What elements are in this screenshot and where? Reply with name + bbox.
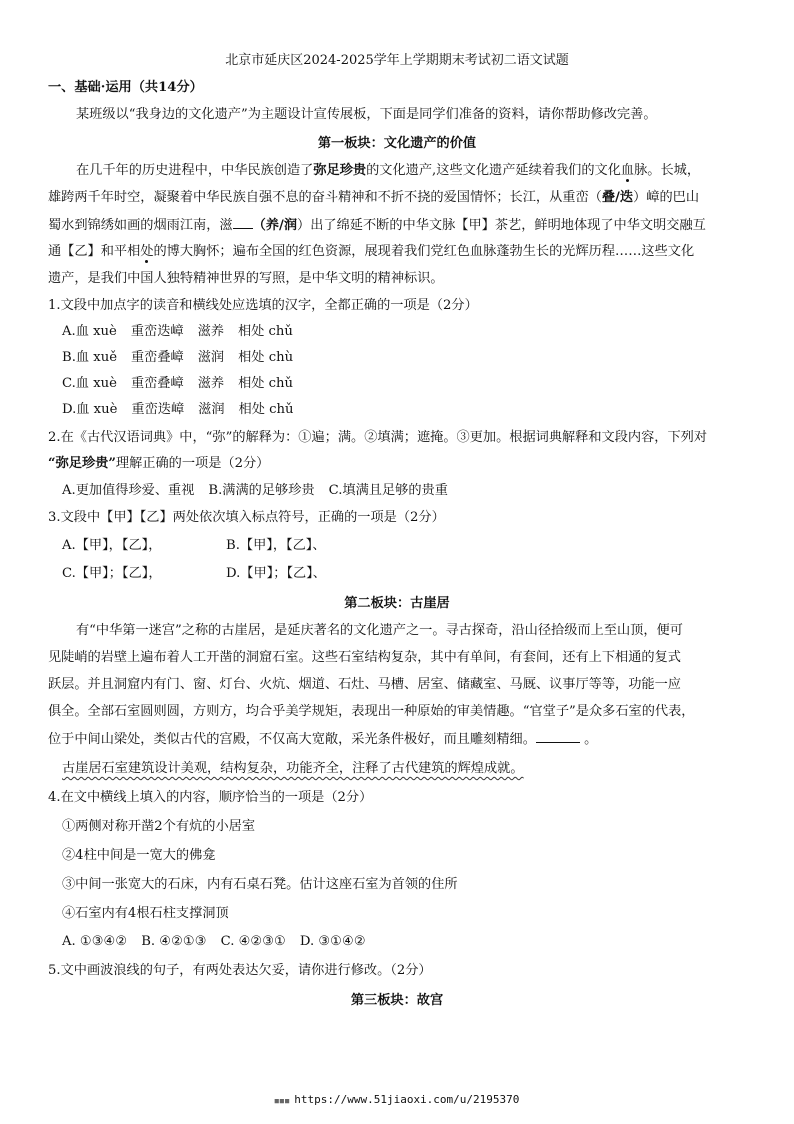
p2-line2: 见陡峭的岩壁上遍布着人工开凿的洞窟石室。这些石室结构复杂，其中有单间，有套间，还有上下相通的复式	[48, 650, 681, 665]
p1-choice-yang: （养/润	[252, 218, 298, 233]
q2-term: “弥足珍贵”	[48, 456, 116, 471]
section-heading: 一、基础·运用（共14分）	[48, 80, 203, 95]
block2-title: 第二板块：古崖居	[344, 596, 450, 611]
p1-text: 的博大胸怀；遍布全国的红色资源，展现着我们党红色血脉蓬勃生长的光辉历程……这些文化	[153, 244, 695, 259]
q4-option-a: A. ①③④②	[62, 934, 128, 949]
p1-line4	[48, 243, 694, 261]
p1-text: 在几千年的历史进程中，中华民族创造了	[76, 163, 314, 178]
q2-text: 理解正确的一项是（2分）	[115, 456, 270, 471]
p1-text: 的文化遗产,这些文化遗产延续着我们的文化	[366, 163, 621, 178]
p1-line5: 遗产，是我们中国人独特精神世界的写照，是中华文明的精神标识。	[48, 271, 444, 286]
opt-part: 滋润	[197, 350, 225, 365]
opt-part: 滋养	[197, 376, 225, 391]
q2-option-c: C.填满且足够的贵重	[328, 483, 448, 498]
q1-option-d	[62, 401, 308, 419]
opt-part: 相处 chǔ	[237, 324, 293, 339]
q2-option-a: A.更加值得珍爱、重视	[62, 483, 195, 498]
q4-item-3: ③中间一张宽大的石床，内有石桌石凳。估计这座石室为首领的住所	[62, 877, 458, 892]
fill-blank	[536, 730, 580, 743]
opt-part: D.血 xuè	[62, 402, 118, 417]
p2-line4: 俱全。全部石室圆则圆，方则方，均合乎美学规矩，表现出一种原始的审美情趣。“官堂子”是众多石室的代表，	[48, 704, 695, 719]
q3-option-a: A.【甲】，【乙】，	[62, 538, 162, 553]
exam-title: 北京市延庆区2024-2025学年上学期期末考试初二语文试题	[225, 53, 569, 68]
block1-title: 第一板块：文化遗产的价值	[317, 136, 477, 151]
fill-blank	[233, 216, 253, 229]
opt-part: 重峦迭嶂	[131, 402, 185, 417]
opt-part: 重峦迭嶂	[130, 324, 184, 339]
dotted-char-chu: 处	[140, 244, 154, 259]
p2-line3: 跃层。并且洞窟内有门、窗、灯台、火炕、烟道、石灶、马槽、居室、储藏室、马厩、议事厅等等，功能一应	[48, 677, 681, 692]
footer	[0, 1093, 794, 1106]
q4-option-c: C. ④②③①	[220, 934, 286, 949]
q4-options	[62, 933, 380, 951]
q2-stem-line1: 2.在《古代汉语词典》中，“弥”的解释为：①遍；满。②填满；遮掩。③更加。根据词典解释和文段内容，下列对	[48, 430, 708, 445]
q3-option-d: D.【甲】；【乙】、	[226, 566, 326, 581]
site-logo-icon: ■■■	[274, 1097, 291, 1105]
q4-item-1: ①两侧对称开凿2个有炕的小居室	[62, 819, 256, 834]
q4-stem: 4.在文中横线上填入的内容，顺序恰当的一项是（2分）	[48, 790, 373, 805]
p1-text: 通【乙】和平相	[48, 244, 141, 259]
block3-title: 第三板块：故宫	[350, 993, 444, 1008]
opt-part: C.血 xuè	[62, 376, 117, 391]
opt-part: B.血 xuě	[62, 350, 117, 365]
p1-text: 雄跨两千年时空，凝聚着中华民族自强不息的奋斗精神和不折不挠的爱国情怀；长江，从重峦（	[48, 190, 602, 205]
p2-period: 。	[584, 732, 598, 747]
wavy-underlined-text: 古崖居石室建筑设计美观，结构复杂，功能齐全，注释了古代建筑的辉煌成就。	[62, 761, 524, 776]
opt-part: 滋润	[198, 402, 225, 417]
q1-option-b	[62, 349, 307, 367]
opt-part: 滋养	[197, 324, 224, 339]
opt-part: 相处 chù	[238, 350, 294, 365]
q4-option-d: D. ③①④②	[299, 934, 366, 949]
q3-stem: 3.文段中【甲】【乙】两处依次填入标点符号，正确的一项是（2分）	[48, 510, 445, 525]
q5-stem: 5.文中画波浪线的句子，有两处表达欠妥，请你进行修改。（2分）	[48, 963, 432, 978]
q3-option-b: B.【甲】，【乙】、	[226, 538, 326, 553]
opt-part: 重峦叠嶂	[130, 376, 184, 391]
p1-line1	[76, 162, 700, 180]
p1-text: 蜀水到锦绣如画的烟雨江南，滋	[48, 218, 233, 233]
p1-text: ）嶂的巴山	[633, 190, 700, 205]
opt-part: A.血 xuè	[62, 324, 117, 339]
opt-part: 相处 chǔ	[238, 376, 294, 391]
q4-item-2: ②4柱中间是一宽大的佛龛	[62, 848, 216, 863]
footer-url[interactable]: https://www.51jiaoxi.com/u/2195370	[294, 1093, 520, 1106]
p2-line1: 有“中华第一迷宫”之称的古崖居，是延庆著名的文化遗产之一。寻古探奇，沿山径拾级而上至山顶，便可	[76, 623, 683, 638]
p2-text: 位于中间山梁处，类似古代的宫殿，不仅高大宽敞，采光条件极好，而且雕刻精细。	[48, 732, 536, 747]
p1-choice-die: 叠/迭	[601, 190, 634, 205]
p1-line3	[48, 216, 706, 235]
p2-line5	[48, 730, 597, 749]
q4-option-b: B. ④②①③	[141, 934, 207, 949]
q2-option-b: B.满满的足够珍贵	[208, 483, 315, 498]
p1-line2	[48, 189, 699, 207]
q1-option-a	[62, 323, 307, 341]
q2-options	[62, 482, 462, 500]
opt-part: 重峦叠嶂	[131, 350, 184, 365]
q3-option-c: C.【甲】；【乙】，	[62, 566, 162, 581]
p1-bold-term: 弥足珍贵	[313, 163, 367, 178]
intro-text: 某班级以“我身边的文化遗产”为主题设计宣传展板，下面是同学们准备的资料，请你帮助修改完善。	[76, 107, 657, 122]
q1-stem: 1.文段中加点字的读音和横线处应选填的汉字，全都正确的一项是（2分）	[48, 298, 478, 313]
p1-text: ）出了绵延不断的中华文脉【甲】茶艺，鲜明地体现了中华文明交融互	[297, 218, 706, 233]
dotted-char-xue: 血	[620, 163, 635, 178]
q4-item-4: ④石室内有4根石柱支撑洞顶	[62, 906, 229, 921]
p1-text: 脉。长城，	[634, 163, 701, 178]
opt-part: 相处 chǔ	[238, 402, 294, 417]
wavy-sentence	[62, 760, 524, 778]
q1-option-c	[62, 375, 307, 393]
q2-stem-line2	[48, 455, 269, 473]
